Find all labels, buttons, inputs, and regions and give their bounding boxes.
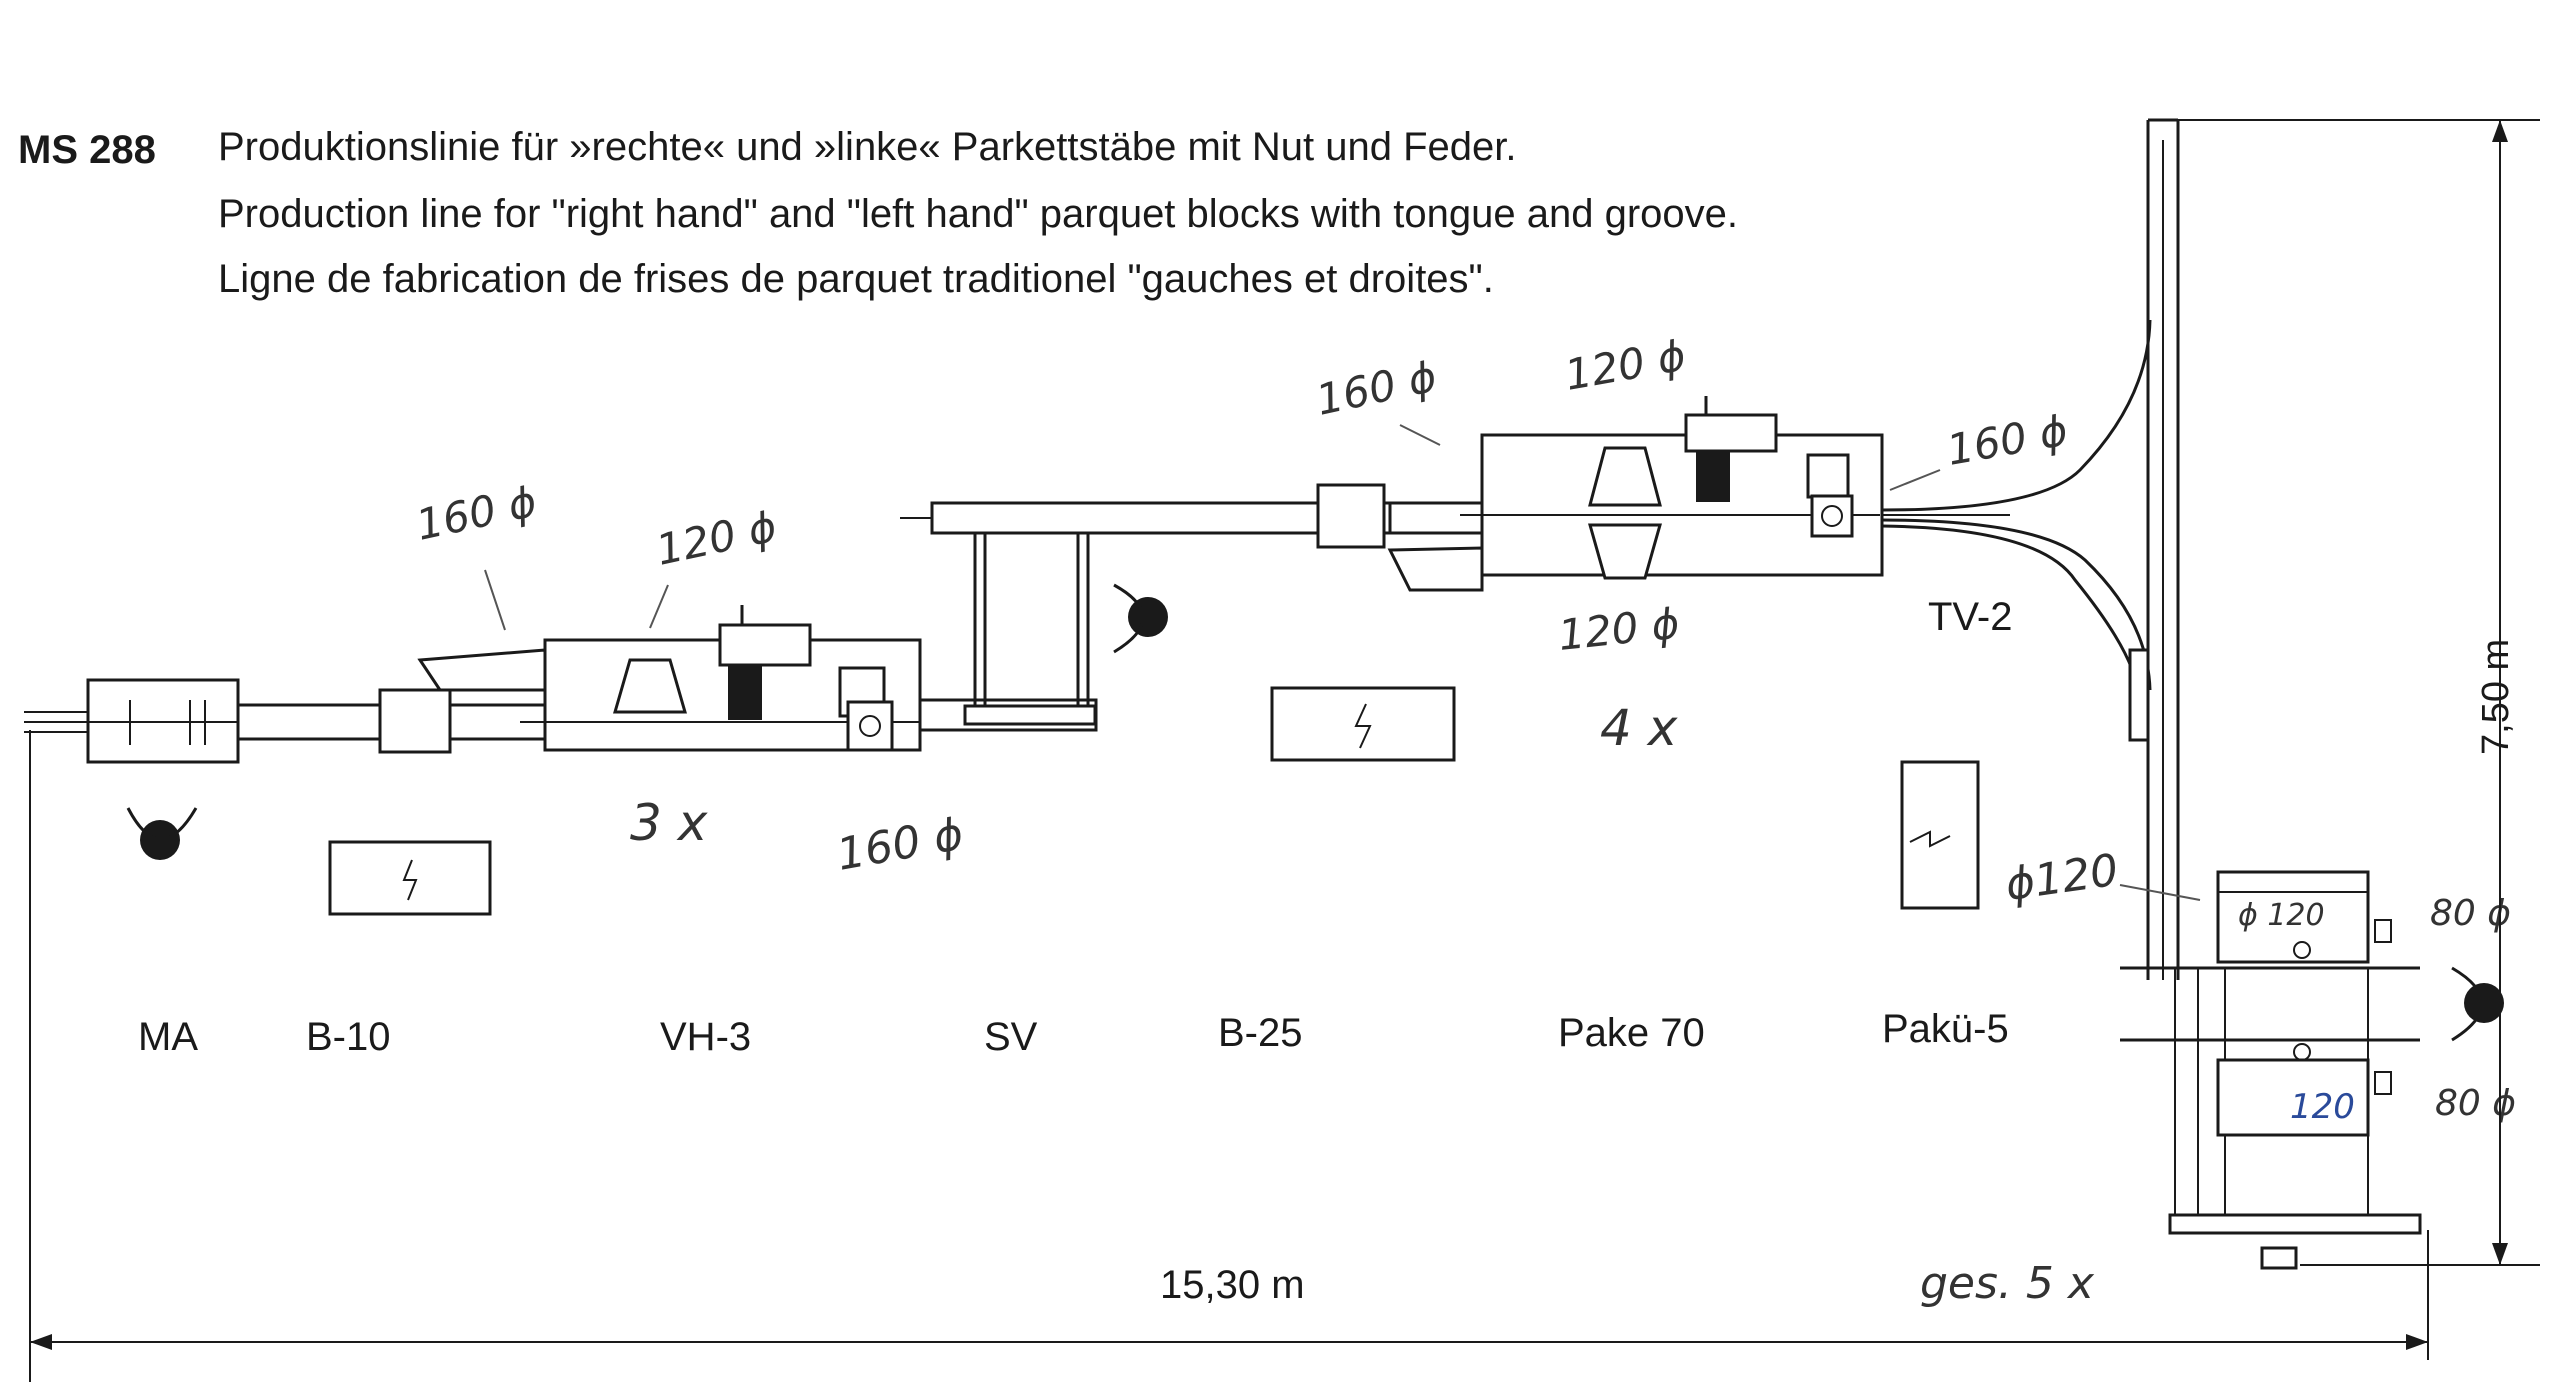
vertical-conveyor	[2130, 120, 2178, 980]
operator-paku	[2452, 968, 2504, 1040]
note-pake-count: 4 x	[1600, 699, 1678, 757]
note-vh3-inlet: 160 ϕ	[411, 476, 541, 550]
note-paku-top: ϕ 120	[2238, 898, 2325, 933]
label-pake70: Pake 70	[1558, 1011, 1705, 1055]
note-vh3-bottom: 160 ϕ	[833, 808, 967, 881]
title-german: Produktionslinie für »rechte« und »linke« Parkettstäbe mit Nut und Feder.	[218, 125, 1517, 169]
title-french: Ligne de fabrication de frises de parquet traditionel "gauches et droites".	[218, 257, 1494, 301]
machine-tv2	[1882, 320, 2150, 700]
electric-box-b25	[1272, 688, 1454, 760]
operator-sv	[1114, 585, 1168, 652]
machine-ma	[24, 680, 260, 762]
label-ma: MA	[138, 1015, 198, 1059]
electric-box-b10	[330, 842, 490, 914]
machine-pake70	[1390, 396, 2010, 590]
label-tv2: TV-2	[1928, 595, 2013, 639]
label-sv: SV	[984, 1015, 1038, 1059]
electric-box-paku	[1902, 762, 1978, 908]
note-vh3-top: 120 ϕ	[651, 501, 781, 575]
length-label: 15,30 m	[1160, 1263, 1305, 1307]
note-pake-right: 160 ϕ	[1943, 405, 2072, 475]
width-label: 7,50 m	[2475, 638, 2517, 755]
feed-rail-b25	[900, 485, 1490, 547]
note-paku-side: ϕ120	[2002, 844, 2122, 911]
label-vh3: VH-3	[660, 1015, 752, 1059]
note-pake-bottom: 120 ϕ	[1555, 598, 1682, 660]
label-b10: B-10	[306, 1015, 391, 1059]
label-paku5: Pakü-5	[1882, 1007, 2009, 1051]
operator-ma	[128, 808, 196, 860]
note-paku-right-top: 80 ϕ	[2430, 893, 2511, 934]
note-pake-top: 120 ϕ	[1561, 330, 1690, 400]
note-paku-right-bottom: 80 ϕ	[2435, 1083, 2516, 1124]
note-paku-mid: 120	[2290, 1087, 2355, 1127]
note-total: ges. 5 x	[1920, 1258, 2094, 1309]
title-english: Production line for "right hand" and "left hand" parquet blocks with tongue and groove.	[218, 192, 1738, 236]
model-code: MS 288	[18, 128, 156, 172]
note-vh3-count: 3 x	[630, 794, 708, 852]
label-b25: B-25	[1218, 1011, 1303, 1055]
feed-rail-b10	[238, 690, 548, 752]
machine-sv	[975, 520, 1088, 705]
note-pake-left: 160 ϕ	[1311, 351, 1441, 425]
